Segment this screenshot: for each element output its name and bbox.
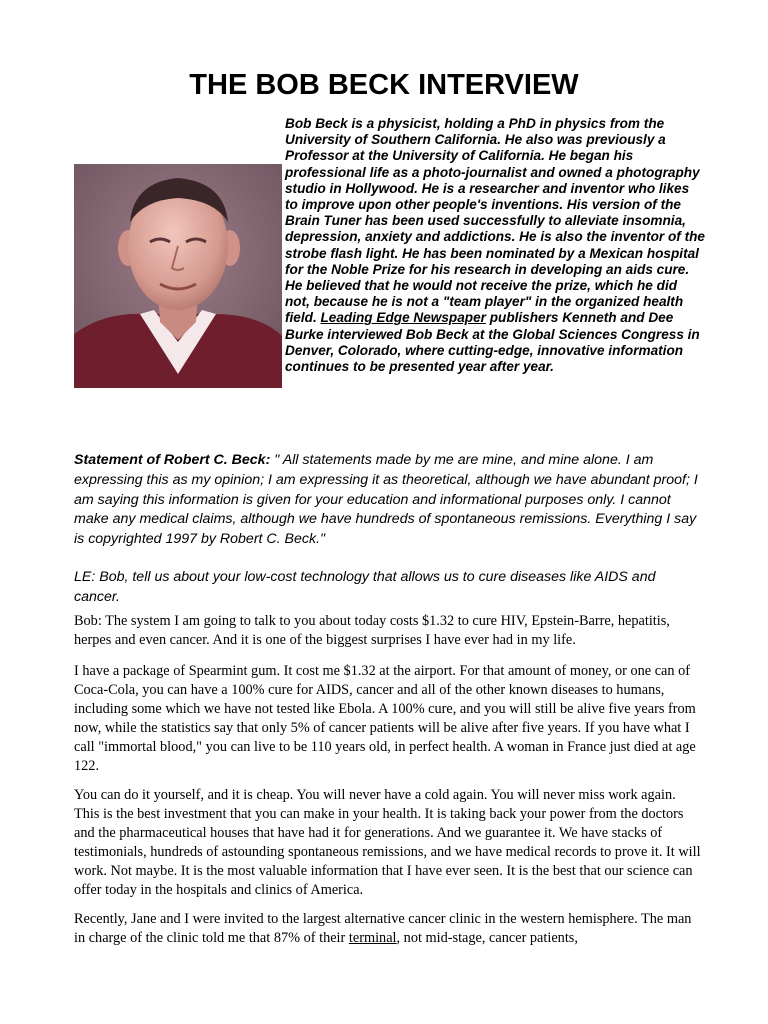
page-title: THE BOB BECK INTERVIEW <box>189 69 579 101</box>
bio-text-continued: publishers Kenneth and Dee Burke interviewed Bob Beck at the Global Sciences Congress in Denver, Colorado, where cutting-edge, innovative information continues to be presented year after year. <box>285 310 700 375</box>
paragraph-text: Recently, Jane and I were invited to the largest alternative cancer clinic in the western hemisphere. The man in charge of the clinic told me that 87% of their <box>74 911 692 947</box>
statement-lead: Statement of Robert C. Beck: <box>74 452 271 468</box>
bio-text: Bob Beck is a physicist, holding a PhD in physics from the University of Southern California. He also was previously a Professor at the University of California. He began his professional life as a photo-journalist and owned a photography studio in Hollywood. He is a researcher and inventor who likes to improve upon other people's inventions. His version of the Brain Tuner has been used successfully to alleviate insomnia, depression, anxiety and addictions. He is also the inventor of the strobe flash light. He has been nominated by a Mexican hospital for the Noble Prize for his research in developing an aids cure. He believed that he would not receive the prize, which he did not, because he is not a "team player" in the organized health field. <box>285 116 705 326</box>
statement-text: " All statements made by me are mine, and mine alone. I am expressing this as my opinion; I am expressing it as theoretical, although we have abundant proof; I am saying this information is given for your education and informational purposes only. I cannot make any medical claims, although we have hundreds of spontaneous remissions. Everything I say is copyrighted 1997 by Robert C. Beck." <box>74 452 698 548</box>
terminal-link[interactable]: terminal <box>348 930 397 947</box>
answer-paragraph: I have a package of Spearmint gum. It cost me $1.32 at the airport. For that amount of money, or one can of Coca-Cola, you can have a 100% cure for AIDS, cancer and all of the other known diseases to humans, including some which we have not tested like Ebola. A 100% cure, and you will still be alive five years from now, while the statistics say that only 5% of cancer patients will be alive after five years. If you have what I call "immortal blood," you can live to be 110 years old, in perfect health. A woman in France just died at age 122. <box>74 663 696 775</box>
answer-paragraph: Bob: The system I am going to talk to you about today costs $1.32 to cure HIV, Epstein-Barre, hepatitis, herpes and even cancer. And it is one of the biggest surprises I have ever had in my life. <box>74 613 670 649</box>
leading-edge-newspaper-link[interactable]: Leading Edge Newspaper <box>320 310 486 326</box>
interview-question: LE: Bob, tell us about your low-cost technology that allows us to cure diseases like AIDS and cancer. <box>74 569 656 605</box>
disclaimer-statement <box>74 451 704 550</box>
paragraph-text-continued: , not mid-stage, cancer patients, <box>396 930 578 947</box>
answer-paragraph <box>74 910 704 948</box>
author-bio <box>285 116 705 375</box>
portrait-image <box>74 164 282 388</box>
portrait-photo <box>74 164 282 388</box>
answer-paragraph: You can do it yourself, and it is cheap. You will never have a cold again. You will never miss work again. This is the best investment that you can make in your health. It is taking back your power from the doctors and the pharmaceutical houses that have had it for generations. And we guarantee it. We have stacks of testimonials, hundreds of astounding spontaneous remissions, and we have medical records to prove it. It will work. Not maybe. It is the most valuable information that I have ever seen. It is the best that our science can offer today in the hospitals and clinics of America. <box>74 787 701 899</box>
